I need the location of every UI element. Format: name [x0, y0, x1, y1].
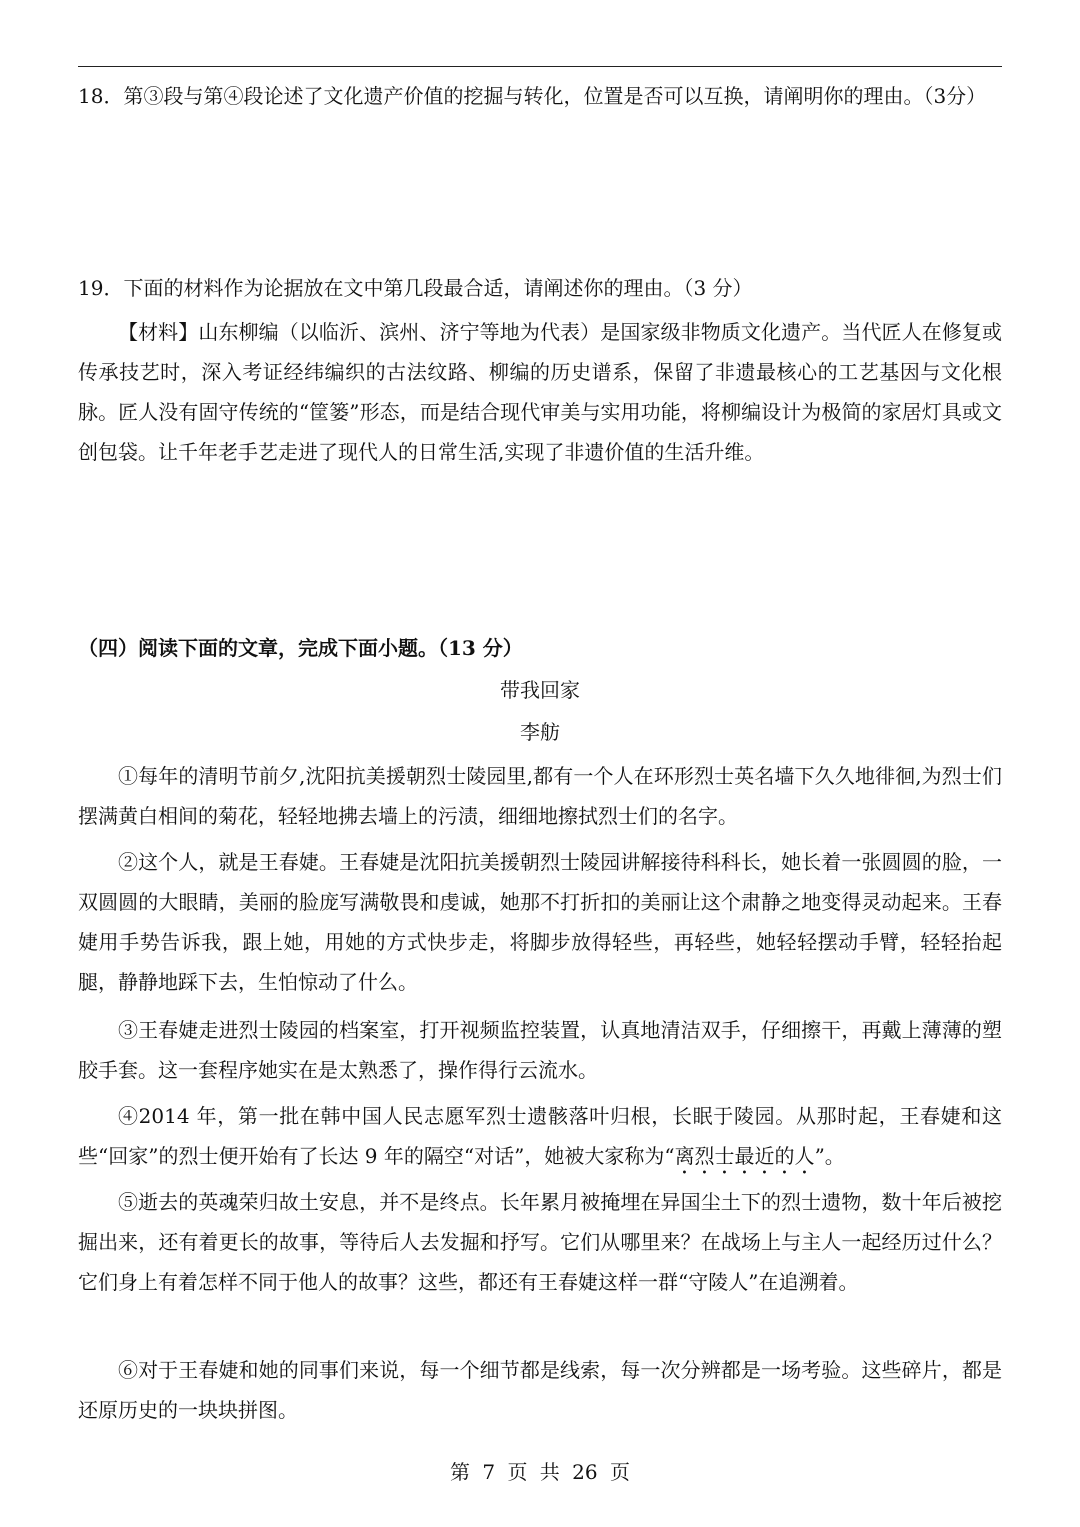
- section-4-heading: （四）阅读下面的文章，完成下面小题。（13 分）: [78, 636, 523, 660]
- article-paragraph-3: ③王春婕走进烈士陵园的档案室，打开视频监控装置，认真地清洁双手，仔细擦干，再戴上薄薄的塑胶手套。这一套程序她实在是太熟悉了，操作得行云流水。: [78, 1018, 1002, 1082]
- top-divider: [78, 66, 1002, 67]
- paragraph-4-text-before: ④2014 年，第一批在韩中国人民志愿军烈士遗骸落叶归根，长眠于陵园。从那时起，王春婕和这些“回家”的烈士便开始有了长达 9 年的隔空“对话”，她被大家称为“: [78, 1104, 1002, 1168]
- article-paragraph-1: ①每年的清明节前夕,沈阳抗美援朝烈士陵园里,都有一个人在环形烈士英名墙下久久地徘徊,为烈士们摆满黄白相间的菊花，轻轻地拂去墙上的污渍，细细地擦拭烈士们的名字。: [78, 764, 1002, 828]
- article-title: 带我回家: [500, 678, 580, 702]
- emphasized-phrase: 离烈士最近的人: [674, 1144, 815, 1168]
- article-author: 李舫: [520, 720, 560, 744]
- article-paragraph-4: [78, 1096, 1002, 1179]
- question-18: 18．第③段与第④段论述了文化遗产价值的挖掘与转化，位置是否可以互换，请阐明你的理由。（3分）: [78, 84, 987, 108]
- article-paragraph-6: ⑥对于王春婕和她的同事们来说，每一个细节都是线索，每一次分辨都是一场考验。这些碎片，都是还原历史的一块块拼图。: [78, 1358, 1002, 1422]
- question-19: 19．下面的材料作为论据放在文中第几段最合适，请阐述你的理由。（3 分）: [78, 276, 753, 300]
- page-number-footer: 第 7 页 共 26 页: [450, 1460, 630, 1484]
- question-19-material: 【材料】山东柳编（以临沂、滨州、济宁等地为代表）是国家级非物质文化遗产。当代匠人在修复或传承技艺时，深入考证经纬编织的古法纹路、柳编的历史谱系，保留了非遗最核心的工艺基因与文化根脉。匠人没有固守传统的“筐篓”形态，而是结合现代审美与实用功能，将柳编设计为极简的家居灯具或文创包袋。让千年老手艺走进了现代人的日常生活,实现了非遗价值的生活升维。: [78, 320, 1002, 464]
- article-paragraph-2: ②这个人，就是王春婕。王春婕是沈阳抗美援朝烈士陵园讲解接待科科长，她长着一张圆圆的脸，一双圆圆的大眼睛，美丽的脸庞写满敬畏和虔诚，她那不打折扣的美丽让这个肃静之地变得灵动起来。王春婕用手势告诉我，跟上她，用她的方式快步走，将脚步放得轻些，再轻些，她轻轻摆动手臂，轻轻抬起腿，静静地踩下去，生怕惊动了什么。: [78, 850, 1002, 994]
- article-paragraph-5: ⑤逝去的英魂荣归故土安息，并不是终点。长年累月被掩埋在异国尘土下的烈士遗物，数十年后被挖掘出来，还有着更长的故事，等待后人去发掘和抒写。它们从哪里来？在战场上与主人一起经历过什么？它们身上有着怎样不同于他人的故事？这些，都还有王春婕这样一群“守陵人”在追溯着。: [78, 1190, 1002, 1294]
- paragraph-4-text-after: ”。: [814, 1144, 845, 1168]
